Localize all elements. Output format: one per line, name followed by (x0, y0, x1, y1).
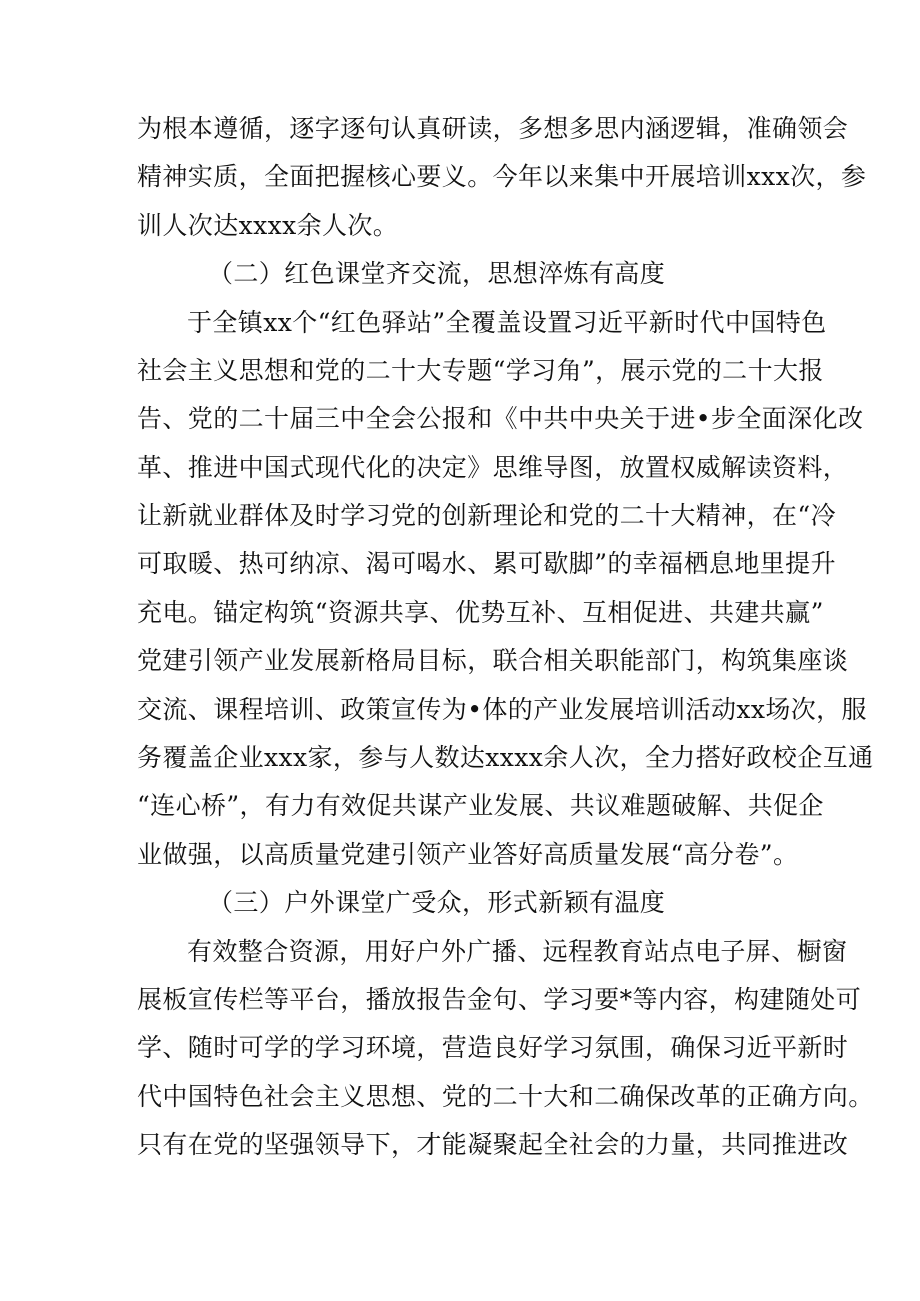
paragraph-line: “连心桥”，有力有效促共谋产业发展、共议难题破解、共促企 (137, 791, 824, 820)
paragraph-line: 学、随时可学的学习环境，营造良好学习氛围，确保习近平新时 (137, 1033, 849, 1062)
section-heading: （三）户外课堂广受众，形式新颖有温度 (208, 888, 666, 917)
paragraph-line: 为根本遵循，逐字逐句认真研读，多想多思内涵逻辑，准确领会 (137, 114, 849, 143)
paragraph-line: 于全镇xx个“红色驿站”全覆盖设置习近平新时代中国特色 (187, 308, 827, 337)
paragraph-line: 充电。锚定构筑“资源共享、优势互补、互相促进、共建共赢” (137, 598, 824, 627)
paragraph-line: 社会主义思想和党的二十大专题“学习角”，展示党的二十大报 (137, 356, 824, 385)
paragraph-line: 训人次达xxxx余人次。 (137, 211, 399, 240)
paragraph-line: 革、推进中国式现代化的决定》思维导图，放置权威解读资料， (137, 453, 849, 482)
section-heading: （二）红色课堂齐交流，思想淬炼有高度 (208, 259, 666, 288)
paragraph-line: 只有在党的坚强领导下，才能凝聚起全社会的力量，共同推进改 (137, 1130, 849, 1159)
paragraph-line: 交流、课程培训、政策宣传为•体的产业发展培训活动xx场次，服 (137, 695, 867, 724)
paragraph-line: 让新就业群体及时学习党的创新理论和党的二十大精神，在“冷 (137, 501, 836, 530)
paragraph-line: 有效整合资源，用好户外广播、远程教育站点电子屏、橱窗 (187, 937, 848, 966)
paragraph-line: 精神实质，全面把握核心要义。今年以来集中开展培训xxx次，参 (137, 162, 867, 191)
paragraph-line: 告、党的二十届三中全会公报和《中共中央关于进•步全面深化改 (137, 404, 864, 433)
paragraph-line: 业做强，以高质量党建引领产业答好高质量发展“高分卷”。 (137, 840, 799, 869)
paragraph-line: 务覆盖企业xxx家，参与人数达xxxx余人次，全力搭好政校企互通 (137, 743, 874, 772)
paragraph-line: 党建引领产业发展新格局目标，联合相关职能部门，构筑集座谈 (137, 646, 849, 675)
paragraph-line: 代中国特色社会主义思想、党的二十大和二确保改革的正确方向。 (137, 1082, 874, 1111)
paragraph-line: 展板宣传栏等平台，播放报告金句、学习要*等内容，构建随处可 (137, 985, 862, 1014)
paragraph-line: 可取暖、热可纳凉、渴可喝水、累可歇脚”的幸福栖息地里提升 (137, 549, 836, 578)
